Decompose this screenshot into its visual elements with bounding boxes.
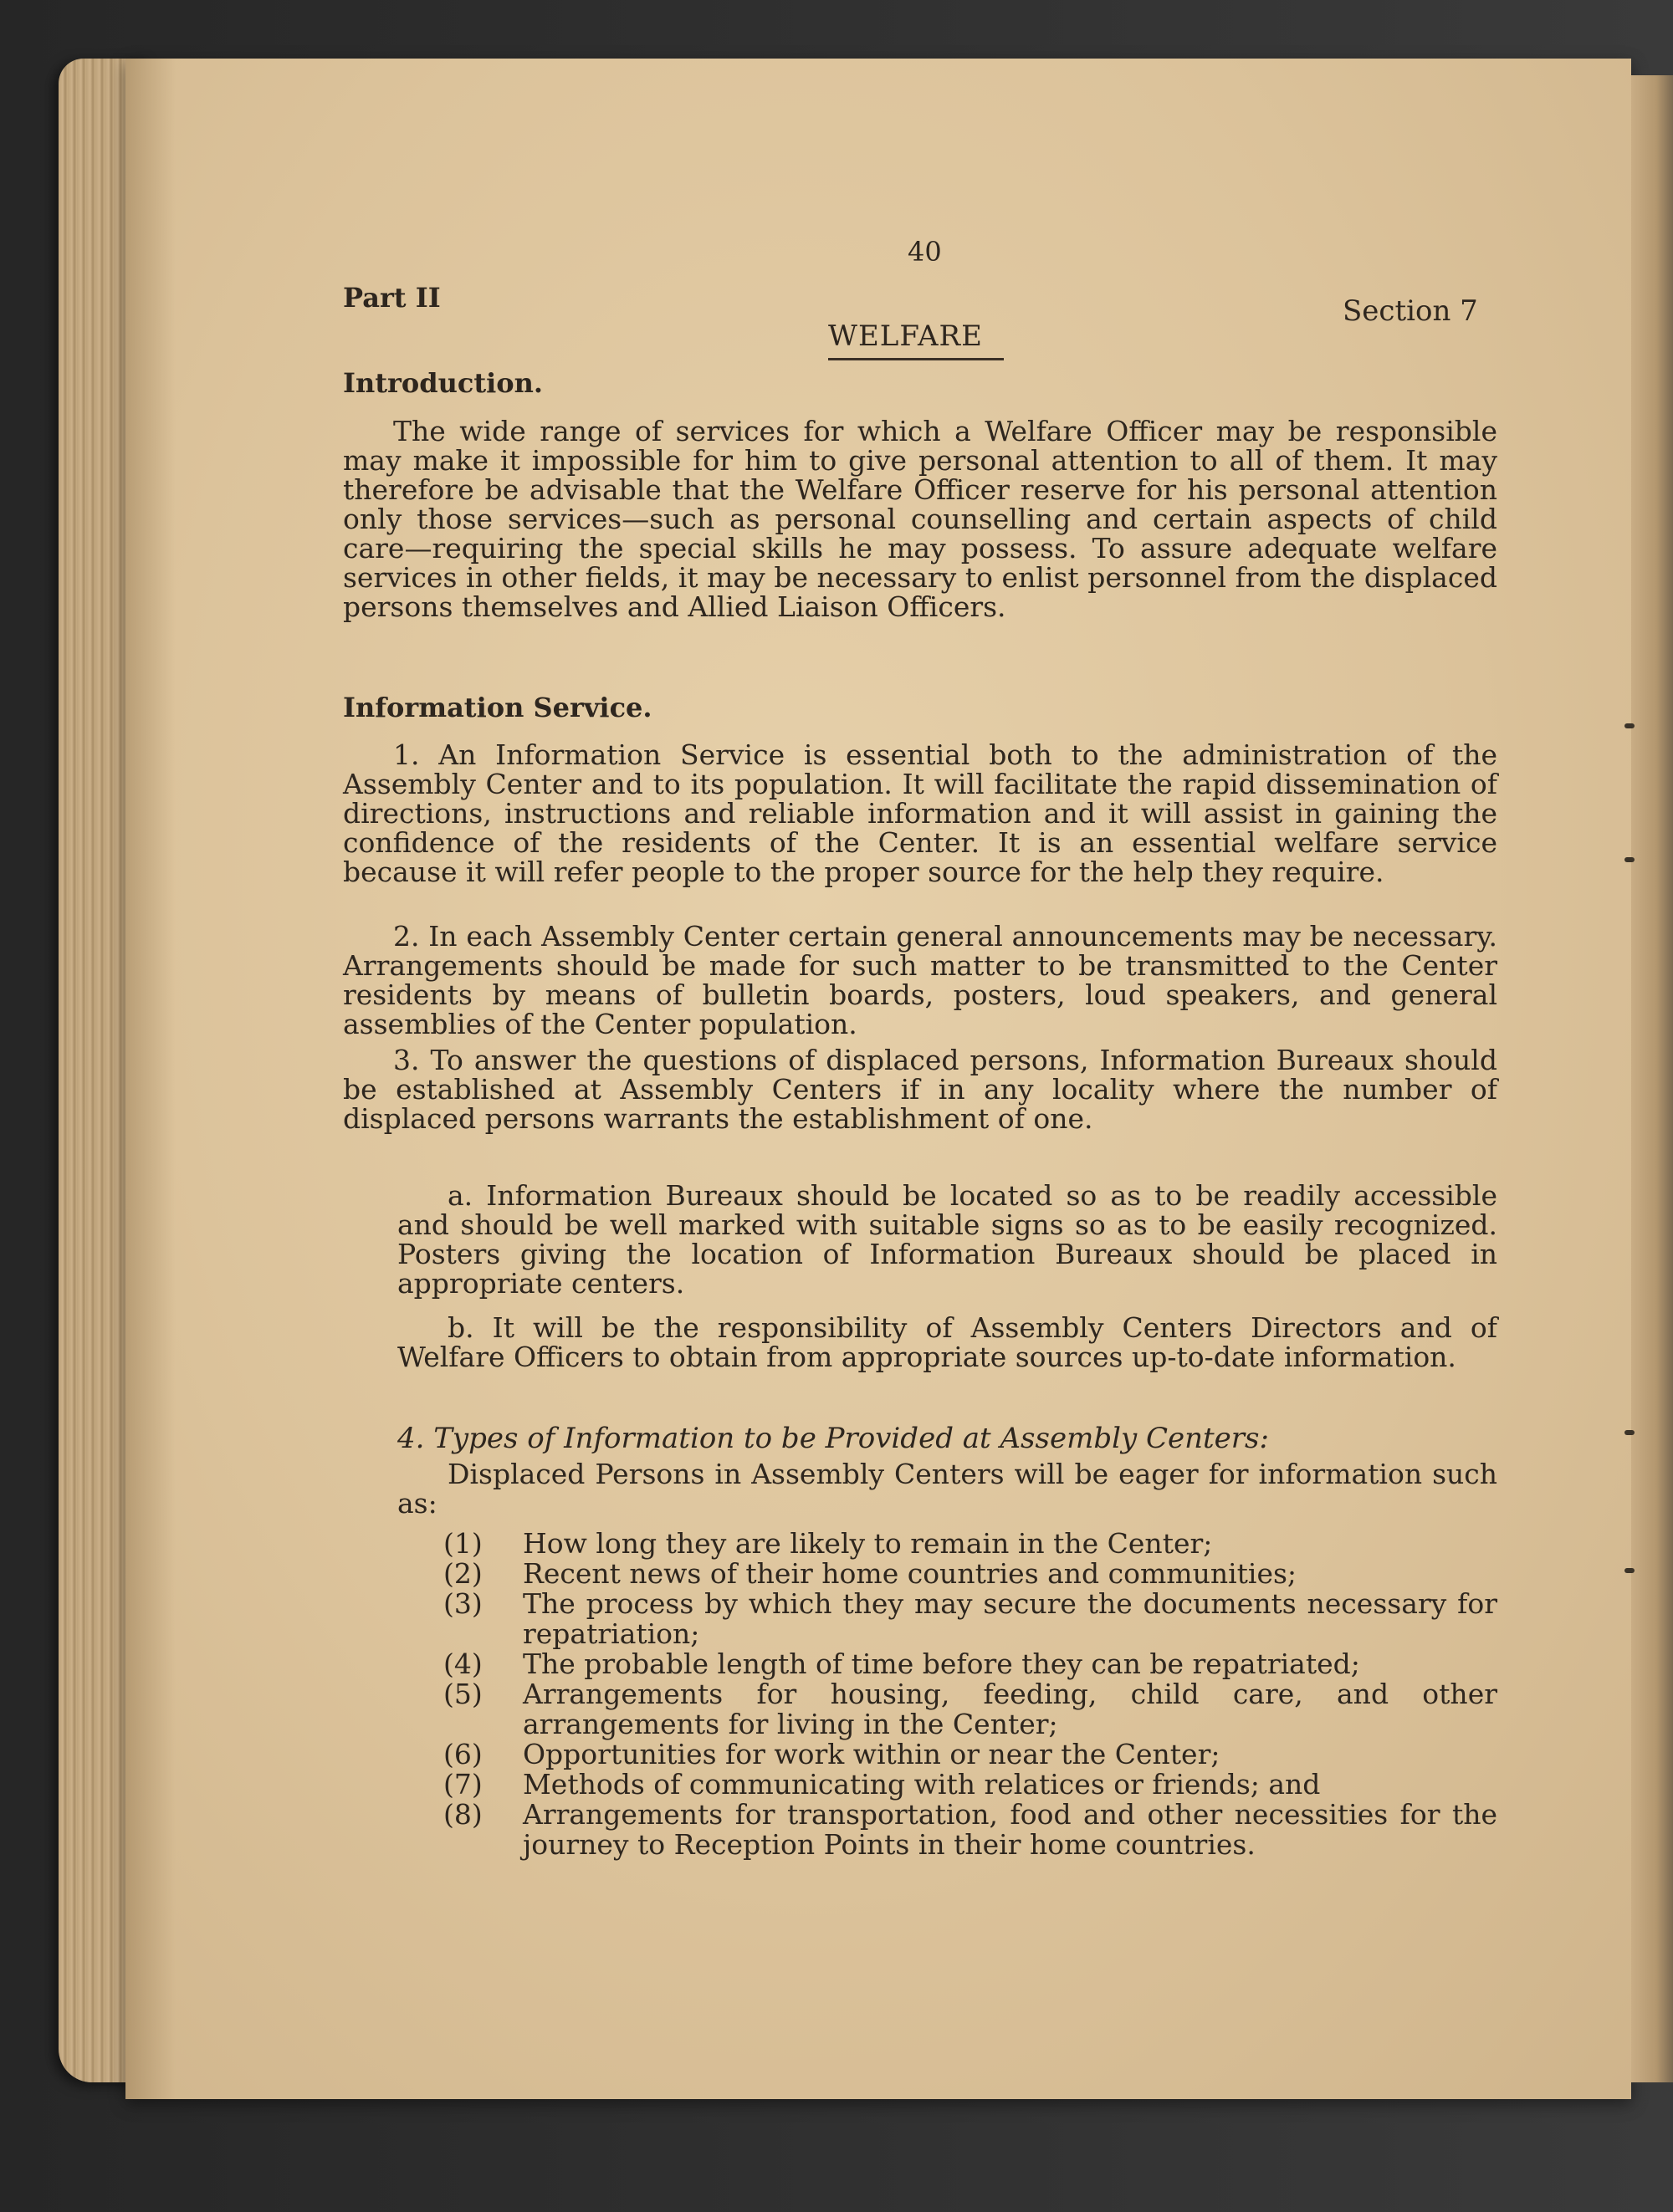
list-item-number: (5) <box>443 1678 483 1710</box>
list-item-text: How long they are likely to remain in the Center; <box>523 1527 1213 1560</box>
list-item <box>443 1770 1497 1800</box>
page-title: WELFARE <box>828 319 983 353</box>
facing-page-edge <box>1631 75 1673 2082</box>
paragraph-3a: a. Information Bureaux should be located so as to be readily accessible and should be well marked with suitable signs so as to be easily recognized. Posters giving the location of Information Bureaux should be placed in appropriate centers. <box>397 1179 1497 1300</box>
list-item-number: (4) <box>443 1648 483 1680</box>
section-label: Section 7 <box>1343 294 1478 328</box>
page-gutter-shadow <box>125 59 176 2099</box>
list-item-text: Opportunities for work within or near the Center; <box>523 1738 1220 1770</box>
paragraph-2: 2. In each Assembly Center certain general announcements may be necessary. Arrangements should be made for such matter to be transmitted to the Center residents by means of bulletin boards, posters, loud speakers, and general assemblies of the Center population. <box>343 920 1497 1040</box>
margin-mark <box>1624 1430 1635 1435</box>
list-item <box>443 1529 1497 1559</box>
list-item <box>443 1800 1497 1860</box>
margin-mark <box>1624 857 1635 862</box>
list-item <box>443 1559 1497 1589</box>
list-item-text: Arrangements for transportation, food and other necessities for the journey to Reception Points in their home countries. <box>523 1798 1497 1861</box>
introduction-heading: Introduction. <box>343 367 544 399</box>
list-item-number: (1) <box>443 1527 483 1560</box>
information-service-heading: Information Service. <box>343 692 652 723</box>
information-types-list <box>443 1529 1497 1860</box>
list-item-number: (2) <box>443 1557 483 1590</box>
list-item-number: (8) <box>443 1798 483 1831</box>
list-item-text: Methods of communicating with relatices or friends; and <box>523 1768 1321 1801</box>
page-number: 40 <box>908 236 942 268</box>
list-item <box>443 1649 1497 1679</box>
types-intro: Displaced Persons in Assembly Centers will be eager for information such as: <box>397 1458 1497 1520</box>
list-item-number: (7) <box>443 1768 483 1801</box>
margin-mark <box>1624 1568 1635 1573</box>
paragraph-3: 3. To answer the questions of displaced persons, Information Bureaux should be established at Assembly Centers if in any locality where the number of displaced persons warrants the establishment of one. <box>343 1044 1497 1135</box>
list-item <box>443 1679 1497 1739</box>
title-underline <box>828 358 1004 360</box>
list-item-text: Recent news of their home countries and communities; <box>523 1557 1297 1590</box>
part-label: Part II <box>343 282 441 314</box>
types-heading: 4. Types of Information to be Provided at Assembly Centers: <box>397 1422 1269 1455</box>
list-item-text: The process by which they may secure the documents necessary for repatriation; <box>523 1587 1497 1650</box>
list-item-text: The probable length of time before they can be repatriated; <box>523 1648 1360 1680</box>
list-item-number: (3) <box>443 1587 483 1620</box>
list-item <box>443 1739 1497 1770</box>
paragraph-1: 1. An Information Service is essential both to the administration of the Assembly Center and to its population. It will facilitate the rapid dissemination of directions, instructions and reliable information and it will assist in gaining the confidence of the residents of the Center. It is an essential welfare service because it will refer people to the proper source for the help they require. <box>343 738 1497 888</box>
list-item <box>443 1589 1497 1649</box>
list-item-text: Arrangements for housing, feeding, child care, and other arrangements for living in the Center; <box>523 1678 1497 1740</box>
paragraph-3b: b. It will be the responsibility of Assembly Centers Directors and of Welfare Officers to obtain from appropriate sources up-to-date information. <box>397 1311 1497 1373</box>
list-item-number: (6) <box>443 1738 483 1770</box>
margin-mark <box>1624 723 1635 728</box>
introduction-paragraph: The wide range of services for which a Welfare Officer may be responsible may make it impossible for him to give personal attention to all of them. It may therefore be advisable that the Welfare Officer reserve for his personal attention only those services—such as personal counselling and certain aspects of child care—requiring the special skills he may possess. To assure adequate welfare services in other fields, it may be necessary to enlist personnel from the displaced persons themselves and Allied Liaison Officers. <box>343 415 1497 623</box>
